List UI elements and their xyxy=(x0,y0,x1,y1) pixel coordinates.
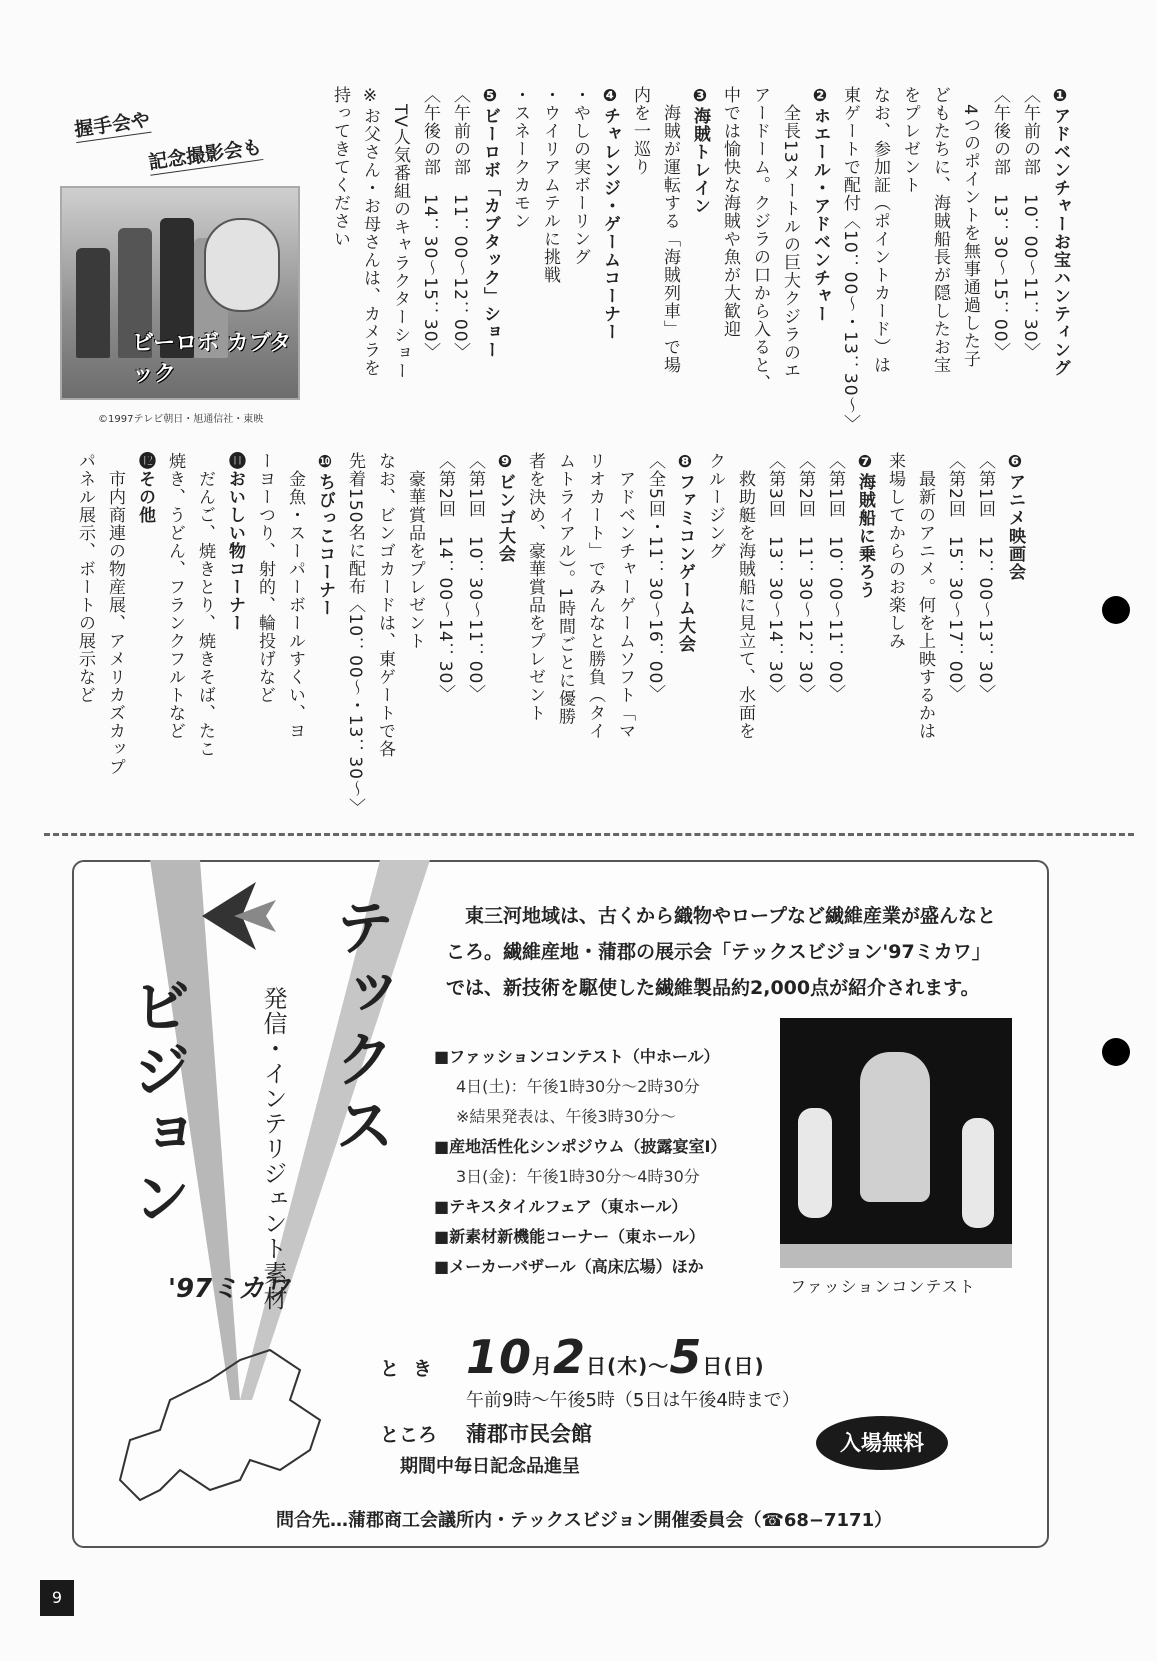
texvision-title-tex: テックス xyxy=(325,896,395,1160)
event-detail: 4日(土)：午後1時30分〜2時30分 xyxy=(456,1077,700,1096)
texvision-subtitle: 発信・インテリジェント素材 xyxy=(259,986,287,1311)
column-line: ⓫おいしい物コーナー xyxy=(225,452,245,632)
column-line: ❻アニメ映画会 xyxy=(1005,452,1025,581)
column-line: ・ウイリアムテルに挑戦 xyxy=(540,86,560,284)
date-day-end-suffix: 日(日) xyxy=(702,1354,765,1378)
column-line: 最新のアニメ。何を上映するかは xyxy=(915,452,935,740)
event-list xyxy=(434,1042,794,1282)
column-line: ーヨーつり、射的、輪投げなど xyxy=(255,452,275,704)
column-line: 〈第2回 14：00〜14：30〉 xyxy=(435,452,455,703)
date-day-start: 2 xyxy=(553,1330,587,1384)
texvision-title-vision: ビジョン xyxy=(123,976,191,1232)
free-admission-badge: 入場無料 xyxy=(816,1416,948,1470)
place-value: 蒲郡市民会館 xyxy=(466,1422,592,1446)
robot-figure xyxy=(76,248,110,358)
column-line: ・スネークカモン xyxy=(510,86,530,230)
gift-notice: 期間中毎日記念品進呈 xyxy=(400,1456,580,1477)
texvision-year: '97ミカワ xyxy=(168,1274,291,1304)
caption-handshake: 握手会や xyxy=(72,105,151,143)
event-item: ■メーカーバザール（高床広場）ほか xyxy=(434,1257,704,1276)
contact-info: 問合先…蒲郡商工会議所内・テックスビジョン開催委員会（☎68−7171） xyxy=(276,1510,893,1531)
column-line: 〈午後の部 13：30〜15：00〉 xyxy=(990,86,1010,361)
stage-floor xyxy=(780,1244,1012,1268)
column-line: 持ってきてください xyxy=(330,86,350,248)
column-line: 〈第2回 15：30〜17：00〉 xyxy=(945,452,965,703)
mikawa-map-icon xyxy=(100,1330,340,1510)
kabutack-photo xyxy=(60,186,300,400)
column-line: 〈第1回 10：30〜11：00〉 xyxy=(465,452,485,703)
column-line: ❸海賊トレイン xyxy=(690,86,710,215)
event-item: ■産地活性化シンポジウム（披露宴室Ⅰ） xyxy=(434,1137,727,1156)
column-line: 東ゲートで配付〈10：00〜・13：30〜〉 xyxy=(840,86,860,433)
column-line: ❽ファミコンゲーム大会 xyxy=(675,452,695,653)
model-figure xyxy=(798,1108,832,1218)
column-line: ❿ちびっこコーナー xyxy=(315,452,335,617)
column-line: 〈第1回 12：00〜13：30〉 xyxy=(975,452,995,703)
column-line: 中では愉快な海賊や魚が大歓迎 xyxy=(720,86,740,338)
page-number: 9 xyxy=(40,1580,74,1616)
column-line: 来場してからのお楽しみ xyxy=(885,452,905,650)
column-line: ❹チャレンジ・ゲームコーナー xyxy=(600,86,620,341)
column-line: 〈第2回 11：30〜12：30〉 xyxy=(795,452,815,703)
column-line: 海賊が運転する「海賊列車」で場 xyxy=(660,86,680,374)
date-month: 10 xyxy=(466,1330,533,1384)
place-label: ところ xyxy=(380,1424,438,1446)
event-detail: 3日(金)：午後1時30分〜4時30分 xyxy=(456,1167,700,1186)
dashed-divider xyxy=(44,833,1134,836)
column-line: パネル展示、ボートの展示など xyxy=(75,452,95,704)
event-item: ■新素材新機能コーナー（東ホール） xyxy=(434,1227,705,1246)
column-line: ❺ビーロボ「カブタック」ショー xyxy=(480,86,500,359)
column-line: をプレゼント xyxy=(900,86,920,194)
column-line: ムトライアル）。1時間ごとに優勝 xyxy=(555,452,575,726)
column-line: 〈第1回 10：00〜11：00〉 xyxy=(825,452,845,703)
copyright-text: ©1997テレビ朝日・旭通信社・東映 xyxy=(98,414,264,425)
kabutack-logo: ビーロボ カブタック xyxy=(132,331,292,387)
column-line: TV人気番組のキャラクターショー xyxy=(390,86,410,381)
model-figure xyxy=(860,1052,930,1202)
event-item: ■テキスタイルフェア（東ホール） xyxy=(434,1197,688,1216)
column-line: なお、ビンゴカードは、東ゲートで各 xyxy=(375,452,395,758)
photo-caption: ファッションコンテスト xyxy=(790,1277,976,1296)
event-column-right xyxy=(325,86,1075,446)
date-day-end: 5 xyxy=(669,1330,703,1384)
column-line: ・やしの実ボーリング xyxy=(570,86,590,266)
column-line: ⓬その他 xyxy=(135,452,155,524)
caption-photo-session: 記念撮影会も xyxy=(147,132,264,176)
event-date xyxy=(466,1330,765,1384)
column-line: 〈全5回・11：30〜16：00〉 xyxy=(645,452,665,703)
column-line: 4つのポイントを無事通過した子 xyxy=(960,86,980,368)
column-line: なお、参加証（ポイントカード）は xyxy=(870,86,890,374)
column-line: アドベンチャーゲームソフト「マ xyxy=(615,452,635,740)
column-line: ❾ビンゴ大会 xyxy=(495,452,515,563)
column-line: 者を決め、豪華賞品をプレゼント xyxy=(525,452,545,722)
column-line: ※お父さん・お母さんは、カメラを xyxy=(360,86,380,377)
column-line: 豪華賞品をプレゼント xyxy=(405,452,425,650)
texvision-logo-icon xyxy=(198,880,278,950)
event-hours: 午前9時〜午後5時（5日は午後4時まで） xyxy=(466,1390,800,1411)
event-item: ■ファッションコンテスト（中ホール） xyxy=(434,1047,720,1066)
event-column-left xyxy=(70,452,1030,816)
date-label: とき xyxy=(380,1358,447,1380)
column-line: ❼海賊船に乗ろう xyxy=(855,452,875,599)
date-month-suffix: 月 xyxy=(532,1354,554,1378)
date-day-start-suffix: 日(木)〜 xyxy=(586,1354,670,1378)
column-line: 全長13メートルの巨大クジラのエ xyxy=(780,86,800,380)
column-line: 内を一巡り xyxy=(630,86,650,176)
texvision-intro: 東三河地域は、古くから織物やロープなど繊維産業が盛んなところ。繊維産地・蒲郡の展示会「テックスビジョン'97ミカワ」では、新技術を駆使した繊維製品約2,000点が紹介されます。 xyxy=(446,905,997,999)
column-line: 〈午後の部 14：30〜15：30〉 xyxy=(420,86,440,361)
event-detail: ※結果発表は、午後3時30分〜 xyxy=(456,1107,676,1126)
column-line: ❷ホエール・アドベンチャー xyxy=(810,86,830,323)
column-line: 救助艇を海賊船に見立て、水面を xyxy=(735,452,755,740)
column-line: 焼き、うどん、フランクフルトなど xyxy=(165,452,185,740)
fashion-contest-photo xyxy=(780,1018,1012,1268)
column-line: 〈第3回 13：30〜14：30〉 xyxy=(765,452,785,703)
column-line: ❶アドベンチャーお宝ハンティング xyxy=(1050,86,1070,377)
column-line: アードーム。クジラの口から入ると、 xyxy=(750,86,770,392)
column-line: 〈午前の部 11：00〜12：00〉 xyxy=(450,86,470,361)
column-line: 金魚・スーパーボールすくい、ヨ xyxy=(285,452,305,740)
column-line: クルージング xyxy=(705,452,725,560)
binding-hole xyxy=(1102,1038,1130,1066)
column-line: 先着150名に配布〈10：00〜・13：30〜〉 xyxy=(345,452,365,816)
column-line: 〈午前の部 10：00〜11：30〉 xyxy=(1020,86,1040,361)
binding-hole xyxy=(1102,596,1130,624)
column-line: 市内商連の物産展、アメリカズカップ xyxy=(105,452,125,776)
column-line: だんご、焼きとり、焼きそば、たこ xyxy=(195,452,215,758)
column-line: リオカート」でみんなと勝負（タイ xyxy=(585,452,605,740)
column-line: どもたちに、海賊船長が隠したお宝 xyxy=(930,86,950,374)
model-figure xyxy=(962,1118,994,1228)
mascot-figure xyxy=(204,218,280,312)
